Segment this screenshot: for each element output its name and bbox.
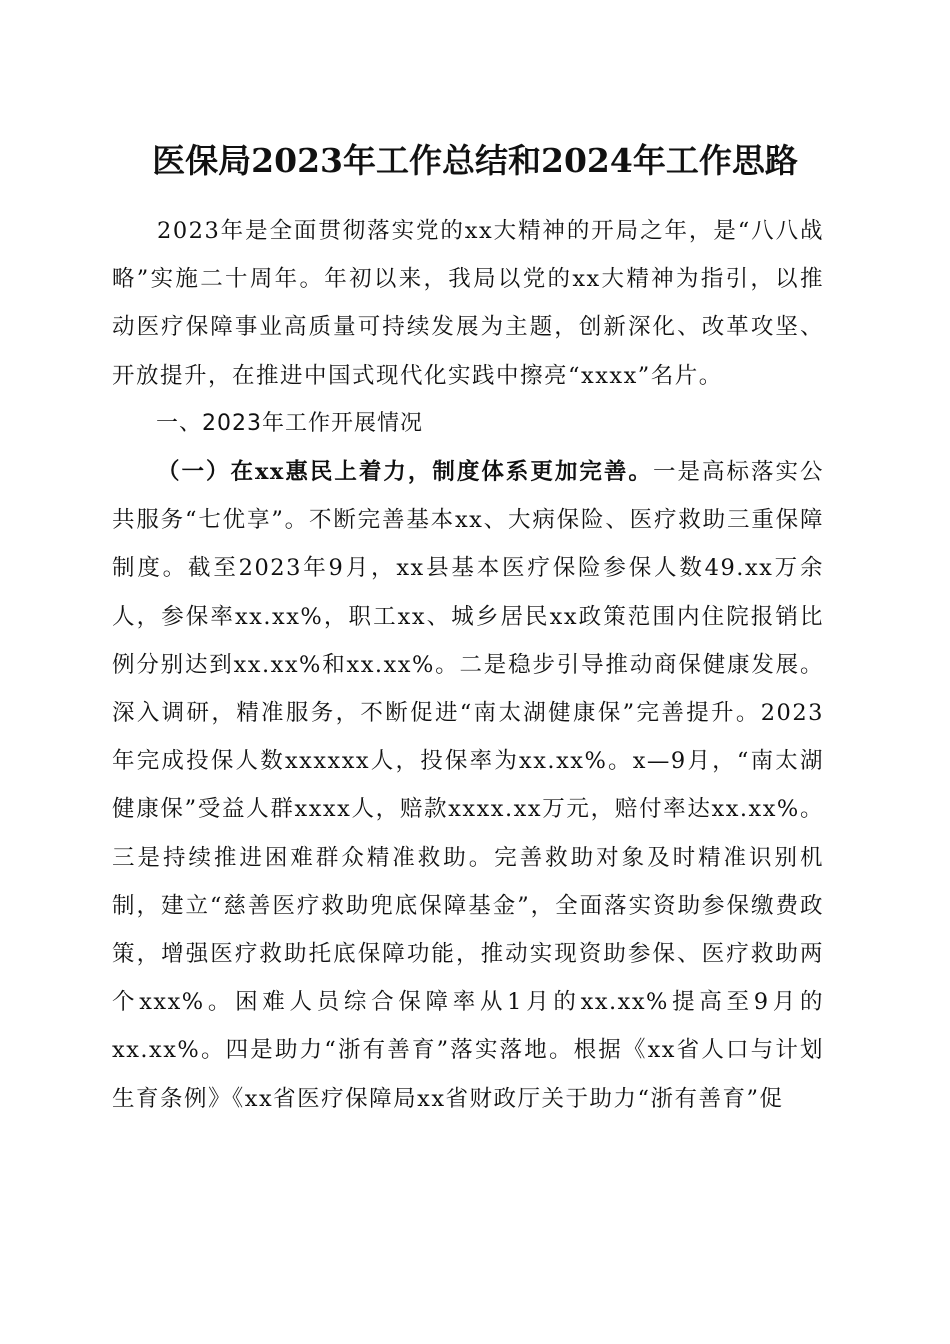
document-body xyxy=(112,207,824,1123)
subsection-heading-1: （一）在xx惠民上着力，制度体系更加完善。 xyxy=(157,459,653,486)
intro-paragraph: 2023年是全面贯彻落实党的xx大精神的开局之年，是“八八战略”实施二十周年。年初以来，我局以党的xx大精神为指引，以推动医疗保障事业高质量可持续发展为主题，创新深化、改革攻坚、开放提升，在推进中国式现代化实践中擦亮“xxxx”名片。 xyxy=(112,218,824,389)
subsection-body-1: 一是高标落实公共服务“七优享”。不断完善基本xx、大病保险、医疗救助三重保障制度。截至2023年9月，xx县基本医疗保险参保人数49.xx万余人，参保率xx.xx%，职工xx、城乡居民xx政策范围内住院报销比例分别达到xx.xx%和xx.xx%。二是稳步引导推动商保健康发展。深入调研，精准服务，不断促进“南太湖健康保”完善提升。2023年完成投保人数xxxxxx人，投保率为xx.xx%。x—9月，“南太湖健康保”受益人群xxxx人，赔款xxxx.xx万元，赔付率达xx.xx%。三是持续推进困难群众精准救助。完善救助对象及时精准识别机制，建立“慈善医疗救助兜底保障基金”，全面落实资助参保缴费政策，增强医疗救助托底保障功能，推动实现资助参保、医疗救助两个xxx%。困难人员综合保障率从1月的xx.xx%提高至9月的xx.xx%。四是助力“浙有善育”落实落地。根据《xx省人口与计划生育条例》《xx省医疗保障局xx省财政厅关于助力“浙有善育”促 xyxy=(112,459,824,1112)
subsection-paragraph-1 xyxy=(112,448,824,1123)
document-title: 医保局2023年工作总结和2024年工作思路 xyxy=(152,141,798,180)
section-heading-1: 一、2023年工作开展情况 xyxy=(156,410,423,436)
